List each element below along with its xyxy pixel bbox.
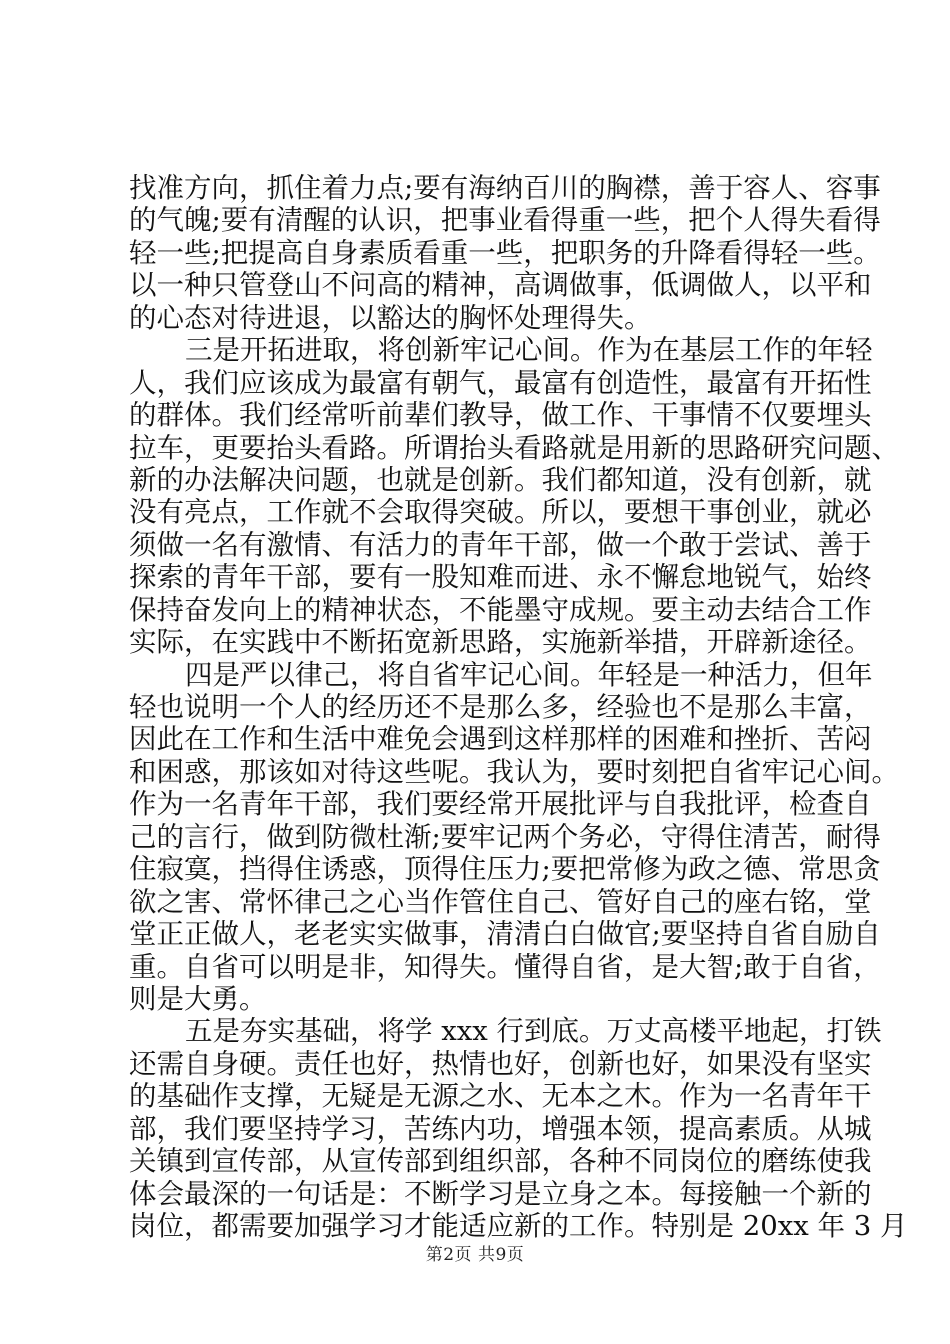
text-line: 新的办法解决问题，也就是创新。我们都知道，没有创新，就 [129,463,872,496]
text-line: 和困惑，那该如对待这些呢。我认为，要时刻把自省牢记心间。 [129,755,899,788]
paragraph-start-line: 五是夯实基础，将学 xxx 行到底。万丈高楼平地起，打铁 [185,1015,882,1048]
text-line: 部，我们要坚持学习，苦练内功，增强本领，提高素质。从城 [129,1112,872,1145]
text-line: 找准方向，抓住着力点;要有海纳百川的胸襟，善于容人、容事 [129,172,881,204]
text-line: 拉车，更要抬头看路。所谓抬头看路就是用新的思路研究问题、 [129,431,899,464]
text-line: 的气魄;要有清醒的认识，把事业看得重一些，把个人得失看得 [129,204,881,237]
text-line: 岗位，都需要加强学习才能适应新的工作。特别是 20xx 年 3 月 [129,1210,908,1242]
text-line: 轻一些;把提高自身素质看重一些，把职务的升降看得轻一些。 [129,236,881,269]
page-number-footer: 第2页 共9页 [425,1245,525,1265]
text-line: 须做一名有激情、有活力的青年干部，做一个敢于尝试、善于 [129,528,872,561]
text-line: 人，我们应该成为最富有朝气，最富有创造性，最富有开拓性 [129,366,872,399]
text-line: 还需自身硬。责任也好，热情也好，创新也好，如果没有坚实 [129,1047,872,1080]
text-line: 己的言行，做到防微杜渐;要牢记两个务必，守得住清苦，耐得 [129,820,881,853]
text-line: 实际，在实践中不断拓宽新思路，实施新举措，开辟新途径。 [129,626,872,659]
text-line: 体会最深的一句话是：不断学习是立身之本。每接触一个新的 [129,1177,872,1210]
text-line: 探索的青年干部，要有一股知难而进、永不懈怠地锐气，始终 [129,561,872,594]
text-line: 堂正正做人，老老实实做事，清清白白做官;要坚持自省自励自 [129,918,881,951]
text-line: 则是大勇。 [129,982,267,1015]
text-line: 以一种只管登山不问高的精神，高调做事，低调做人，以平和 [129,269,872,302]
paragraph-start-line: 三是开拓进取，将创新牢记心间。作为在基层工作的年轻 [185,334,873,367]
text-line: 作为一名青年干部，我们要经常开展批评与自我批评，检查自 [129,788,872,821]
text-line: 保持奋发向上的精神状态，不能墨守成规。要主动去结合工作 [129,593,872,626]
text-line: 轻也说明一个人的经历还不是那么多，经验也不是那么丰富， [129,691,872,723]
text-line: 因此在工作和生活中难免会遇到这样那样的困难和挫折、苦闷 [129,723,872,756]
paragraph-start-line: 四是严以律己，将自省牢记心间。年轻是一种活力，但年 [185,658,873,691]
text-line: 欲之害、常怀律己之心当作管住自己、管好自己的座右铭，堂 [129,885,872,918]
text-line: 重。自省可以明是非，知得失。懂得自省，是大智;敢于自省， [129,950,881,983]
text-line: 的群体。我们经常听前辈们教导，做工作、干事情不仅要埋头 [129,399,872,432]
text-line: 住寂寞，挡得住诱惑，顶得住压力;要把常修为政之德、常思贪 [129,853,881,886]
document-body [129,172,908,1242]
text-line: 的基础作支撑，无疑是无源之水、无本之木。作为一名青年干 [129,1080,872,1113]
text-line: 的心态对待进退，以豁达的胸怀处理得失。 [129,301,652,334]
text-line: 没有亮点，工作就不会取得突破。所以，要想干事创业，就必 [129,496,872,529]
text-line: 关镇到宣传部，从宣传部到组织部，各种不同岗位的磨练使我 [129,1145,872,1178]
